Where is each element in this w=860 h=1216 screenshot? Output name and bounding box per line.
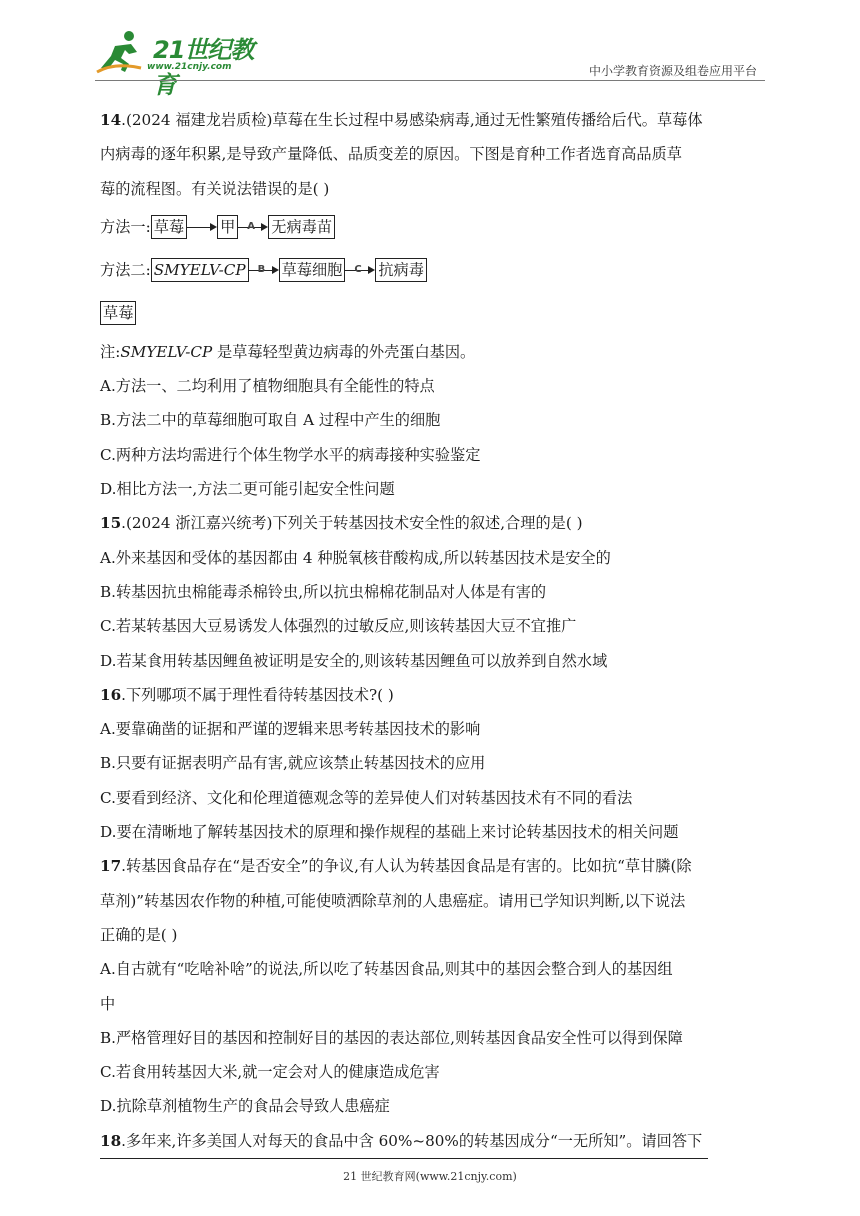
- q15-option-c: C.若某转基因大豆易诱发人体强烈的过敏反应,则该转基因大豆不宜推广: [100, 617, 577, 636]
- q14-option-b: B.方法二中的草莓细胞可取自 A 过程中产生的细胞: [100, 411, 441, 430]
- q17-option-a-line1: A.自古就有“吃啥补啥”的说法,所以吃了转基因食品,则其中的基因会整合到人的基因组: [100, 960, 673, 979]
- q16-option-b: B.只要有证据表明产品有害,就应该禁止转基因技术的应用: [100, 754, 486, 773]
- runner-logo-icon: [95, 28, 155, 76]
- q14-number: 14: [100, 111, 122, 129]
- note-prefix: 注:: [100, 342, 121, 361]
- q16-option-d: D.要在清晰地了解转基因技术的原理和操作规程的基础上来讨论转基因技术的相关问题: [100, 823, 679, 842]
- q14-line2: 内病毒的逐年积累,是导致产量降低、品质变差的原因。下图是育种工作者选育高品质草: [100, 145, 682, 164]
- extra-box-row: [100, 292, 765, 335]
- q17-line1: [100, 849, 765, 883]
- q15-stem: [100, 506, 765, 540]
- method1-box-virus-free: 无病毒苗: [268, 215, 335, 239]
- arrow-label-b: B: [257, 264, 266, 276]
- q17-option-d: D.抗除草剂植物生产的食品会导致人患癌症: [100, 1097, 390, 1116]
- page-header: [95, 28, 765, 99]
- method1-flow: [100, 206, 765, 249]
- note-suffix: 是草莓轻型黄边病毒的外壳蛋白基因。: [212, 342, 476, 361]
- q15-text: .(2024 浙江嘉兴统考)下列关于转基因技术安全性的叙述,合理的是( ): [121, 514, 583, 533]
- q15-option-d: D.若某食用转基因鲤鱼被证明是安全的,则该转基因鲤鱼可以放养到自然水域: [100, 651, 608, 670]
- q14-text-1: .(2024 福建龙岩质检)草莓在生长过程中易感染病毒,通过无性繁殖传播给后代。草莓体: [121, 111, 703, 129]
- q16-text: .下列哪项不属于理性看待转基因技术?( ): [121, 685, 394, 704]
- arrow-icon: [238, 220, 268, 234]
- q15-number: 15: [100, 514, 122, 533]
- q17-number: 17: [100, 857, 122, 876]
- method2-label: 方法二:: [100, 261, 151, 280]
- footer-divider: [100, 1158, 708, 1159]
- q16-number: 16: [100, 685, 122, 704]
- q15-option-a: A.外来基因和受体的基因都由 4 种脱氧核苷酸构成,所以转基因技术是安全的: [100, 548, 611, 567]
- arrow-label-c: C: [354, 264, 362, 276]
- q14-line1: [100, 103, 765, 137]
- q16-stem: [100, 678, 765, 712]
- q18-stem: [100, 1124, 765, 1158]
- page-footer: 21 世纪教育网(www.21cnjy.com): [343, 1170, 517, 1183]
- q14-line3: 莓的流程图。有关说法错误的是( ): [100, 179, 330, 198]
- q17-option-b: B.严格管理好目的基因和控制好目的基因的表达部位,则转基因食品安全性可以得到保障: [100, 1028, 683, 1047]
- q14-option-a: A.方法一、二均利用了植物细胞具有全能性的特点: [100, 377, 435, 396]
- platform-name: 中小学教育资源及组卷应用平台: [588, 64, 757, 78]
- site-logo[interactable]: [95, 28, 265, 99]
- q17-line3: 正确的是( ): [100, 925, 178, 944]
- method1-box-jia: 甲: [217, 215, 238, 239]
- logo-text: 21世纪教育: [153, 36, 254, 99]
- q15-option-b: B.转基因抗虫棉能毒杀棉铃虫,所以抗虫棉棉花制品对人体是有害的: [100, 582, 547, 601]
- q16-option-c: C.要看到经济、文化和伦理道德观念等的差异使人们对转基因技术有不同的看法: [100, 788, 633, 807]
- q17-text-1: .转基因食品存在“是否安全”的争议,有人认为转基因食品是有害的。比如抗“草甘膦(除: [121, 857, 692, 876]
- extra-box-strawberry: 草莓: [100, 301, 136, 325]
- q16-option-a: A.要靠确凿的证据和严谨的逻辑来思考转基因技术的影响: [100, 720, 481, 739]
- q18-text: .多年来,许多美国人对每天的食品中含 60%~80%的转基因成分“一无所知”。请回答下: [121, 1131, 703, 1150]
- q14-note: [100, 335, 765, 369]
- arrow-icon: [345, 263, 375, 277]
- method1-label: 方法一:: [100, 218, 151, 237]
- q17-line2: 草剂)”转基因农作物的种植,可能使喷洒除草剂的人患癌症。请用已学知识判断,以下说法: [100, 891, 686, 910]
- q17-option-a-line2: 中: [100, 994, 116, 1013]
- q14-option-c: C.两种方法均需进行个体生物学水平的病毒接种实验鉴定: [100, 445, 481, 464]
- method2-box-antivirus: 抗病毒: [375, 258, 427, 282]
- method2-box-gene: SMYELV-CP: [151, 258, 249, 282]
- logo-url: www.21cnjy.com: [147, 62, 232, 72]
- arrow-icon: [187, 220, 217, 234]
- note-gene: SMYELV-CP: [120, 342, 213, 361]
- arrow-icon: [249, 263, 279, 277]
- q14-option-d: D.相比方法一,方法二更可能引起安全性问题: [100, 480, 395, 499]
- method1-box-strawberry: 草莓: [151, 215, 187, 239]
- arrow-label-a: A: [247, 221, 255, 233]
- header-divider: [95, 80, 765, 81]
- q17-option-c: C.若食用转基因大米,就一定会对人的健康造成危害: [100, 1063, 440, 1082]
- question-content: [100, 103, 765, 1158]
- q18-number: 18: [100, 1131, 122, 1150]
- method2-flow: [100, 249, 765, 292]
- method2-box-cell: 草莓细胞: [279, 258, 346, 282]
